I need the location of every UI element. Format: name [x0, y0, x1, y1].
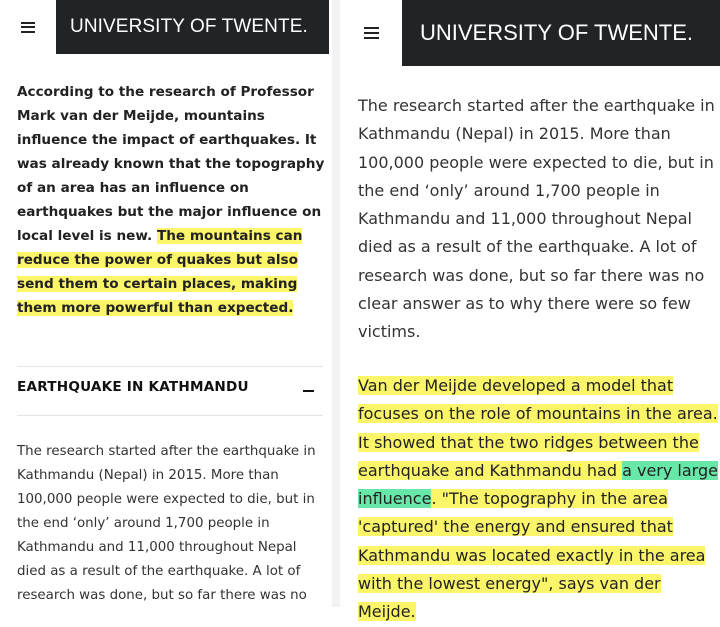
section-body-text: The research started after the earthquake in Kathmandu (Nepal) in 2015. More than 100,000 people were expected to die, but in the end ‘only’ around 1,700 people in Kathmandu and 11,000 throughout Nepal died as a result of the earthquake. A lot of research was done, but so far there was no: [17, 444, 316, 603]
minus-icon[interactable]: [303, 390, 314, 392]
intro-highlighted-text: The mountains can reduce the power of quakes but also send them to certain places, making them more powerful than expected.: [17, 228, 303, 316]
intro-text: According to the research of Professor Mark van der Meijde, mountains influence the impact of earthquakes. It was already known that the topography of an area has an influence on earthquakes but the major influence on local level is new.: [17, 84, 325, 244]
hamburger-menu-icon: [364, 27, 379, 39]
green-highlighted-text: a very large influence: [358, 460, 718, 509]
article-paragraph-2: [358, 372, 720, 627]
accordion-header[interactable]: [17, 366, 323, 416]
brand-logo-text[interactable]: UNIVERSITY OF TWENTE.: [420, 20, 693, 45]
highlighted-text: Van der Meijde developed a model that focuses on the role of mountains in the area. It showed that the two ridges between the earthquake and Kathmandu had: [358, 376, 718, 480]
highlighted-text: . "The topography in the area 'captured' the energy and ensured that Kathmandu was located exactly in the area with the lowest energy", says van der Meijde.: [358, 489, 706, 622]
left-screenshot: [0, 0, 332, 607]
menu-button[interactable]: [340, 0, 402, 66]
site-header: [56, 0, 329, 54]
right-screenshot: [340, 0, 720, 622]
section-title: EARTHQUAKE IN KATHMANDU: [17, 379, 249, 395]
menu-button[interactable]: [0, 0, 56, 54]
screenshot-divider: [332, 0, 340, 607]
site-header: [402, 0, 720, 66]
brand-logo-text[interactable]: UNIVERSITY OF TWENTE.: [70, 16, 308, 37]
hamburger-menu-icon: [21, 22, 35, 33]
intro-paragraph: [17, 80, 327, 320]
article-paragraph-1: The research started after the earthquake in Kathmandu (Nepal) in 2015. More than 100,000 people were expected to die, but in the end ‘only’ around 1,700 people in Kathmandu and 11,000 throughout Nepal died as a result of the earthquake. A lot of research was done, but so far there was no clear answer as to why there were so few victims.: [358, 96, 715, 342]
